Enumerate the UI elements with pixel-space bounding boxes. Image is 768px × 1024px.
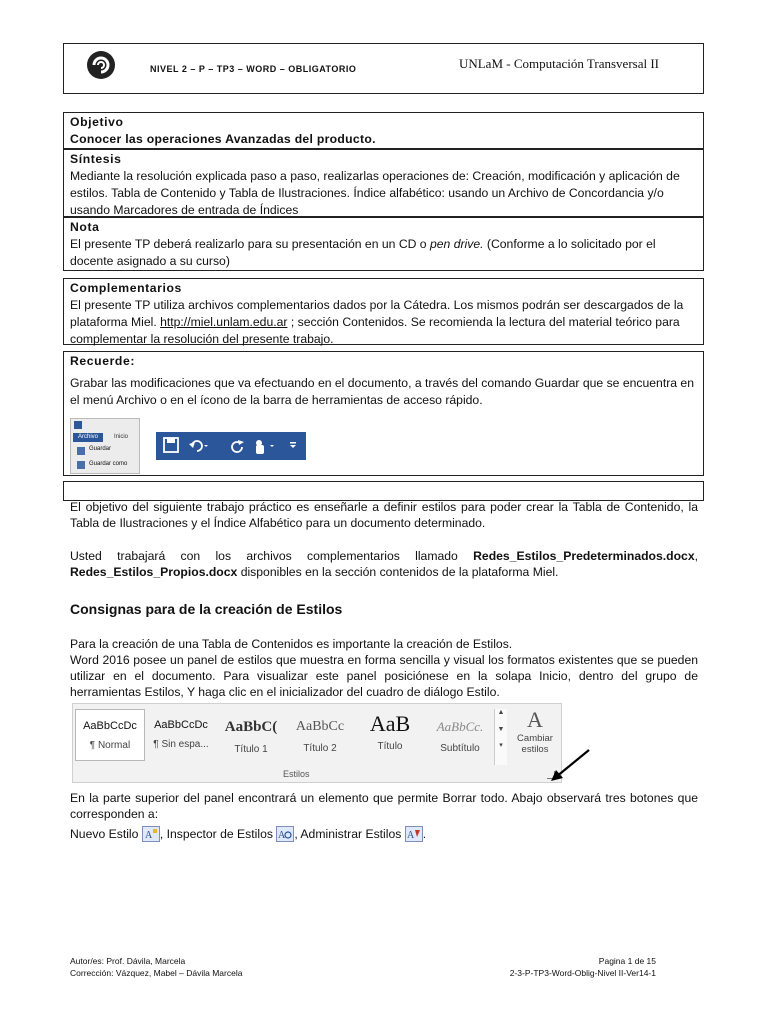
inspector-label: , Inspector de Estilos — [159, 827, 277, 841]
scroll-down-icon[interactable]: ▼ — [497, 726, 505, 733]
style-sample: AaBbCcDc — [83, 720, 137, 732]
inicio-tab[interactable]: Inicio — [113, 434, 128, 440]
paragraph-toc: Para la creación de una Tabla de Contenidos es importante la creación de Estilos. — [70, 637, 513, 651]
footer-code: 2-3-P-TP3-Word-Oblig-Nivel II-Ver14-1 — [509, 968, 656, 978]
style-sample: AaB — [369, 711, 411, 736]
new-style-label: Nuevo Estilo — [70, 827, 142, 841]
paragraph-buttons: En la parte superior del panel encontrará un elemento que permite Borrar todo. Abajo observará tres botones que corresponden a: — [70, 791, 698, 821]
change-styles-icon: A — [527, 707, 543, 732]
p2-sep: , — [694, 549, 698, 563]
complementarios-text — [70, 297, 697, 348]
complementarios-text-a: El presente TP utiliza archivos complementarios dados por la Cátedra. Los mismos podrán ser descargados de la plataforma Miel. — [70, 298, 684, 329]
scroll-up-icon[interactable]: ▲ — [497, 709, 505, 716]
nota-title: Nota — [70, 220, 100, 234]
nota-text-b: (Conforme a lo solicitado por el docente asignado a su curso) — [70, 237, 656, 268]
guardar-como-item[interactable]: Guardar como — [89, 461, 128, 467]
complementarios-text-b: ; sección Contenidos. Se recomienda la lectura del material teórico para complementar la resolución del presente trabajo. — [70, 315, 680, 346]
style-titulo1[interactable] — [216, 709, 286, 761]
customize-toolbar-icon[interactable] — [290, 442, 296, 448]
footer-page: Pagina 1 de 15 — [598, 956, 656, 966]
svg-text:A: A — [406, 830, 414, 841]
word-icon — [74, 421, 82, 429]
file-propios: Redes_Estilos_Propios.docx — [70, 565, 238, 579]
style-sample: AaBbC( — [224, 719, 278, 735]
svg-text:A: A — [144, 830, 153, 841]
styles-ribbon — [72, 703, 562, 783]
footer-right — [510, 955, 656, 979]
style-name: ¶ Normal — [89, 740, 131, 751]
paragraph-panel: Word 2016 posee un panel de estilos que muestra en forma sencilla y visual los formatos existentes que se pueden utilizar en el documento. Para visualizar este panel posiciónese en la solapa Inicio, dentro del grupo de herramientas Estilos, Y haga clic en el inicializador del cuadro de diálogo Estilo. — [70, 653, 698, 699]
recuerde-text: Grabar las modificaciones que va efectuando en el documento, a través del comando Guardar que se encuentra en el menú Archivo o en el ícono de la barra de herramientas de acceso rápido. — [70, 376, 694, 407]
manage-styles-label: , Administrar Estilos — [294, 827, 405, 841]
save-item-icon — [77, 447, 85, 455]
nota-text — [70, 236, 697, 270]
sintesis-box — [63, 149, 704, 217]
p2-text-a: Usted trabajará con los archivos complementarios llamado — [70, 549, 474, 563]
footer-authors: Autor/es: Prof. Dávila, Marcela — [70, 956, 186, 966]
save-icon[interactable] — [164, 438, 178, 452]
style-name: ¶ Sin espa... — [153, 739, 209, 750]
style-name: Subtítulo — [440, 743, 480, 754]
undo-icon[interactable] — [189, 441, 208, 451]
nota-italic: pen drive. — [429, 237, 484, 251]
style-subtitulo[interactable] — [425, 709, 495, 761]
archivo-menu-screenshot — [70, 418, 140, 474]
arrow-pointer-icon — [548, 748, 592, 789]
style-normal[interactable] — [75, 709, 145, 761]
save-as-item-icon — [77, 461, 85, 469]
recuerde-title: Recuerde: — [70, 354, 136, 368]
style-name: Título 2 — [303, 743, 337, 754]
styles-group-label: Estilos — [283, 769, 310, 779]
style-sample: AaBbCc. — [436, 719, 484, 734]
footer-correction: Corrección: Vázquez, Mabel – Dávila Marcela — [70, 968, 243, 978]
unlam-logo-icon — [86, 50, 116, 80]
archivo-tab[interactable]: Archivo — [73, 433, 103, 442]
paragraph-files — [70, 548, 698, 580]
sintesis-title: Síntesis — [70, 152, 122, 166]
miel-link[interactable]: http://miel.unlam.edu.ar — [160, 315, 288, 329]
objetivo-text: Conocer las operaciones Avanzadas del producto. — [70, 132, 376, 146]
nota-box — [63, 217, 704, 271]
p2-text-b: disponibles en la sección contenidos de la plataforma Miel. — [237, 565, 559, 579]
brand-label: UNLaM - Computación Transversal II — [458, 56, 659, 71]
quick-access-toolbar — [156, 432, 306, 460]
redo-icon[interactable] — [232, 440, 244, 452]
style-titulo[interactable] — [355, 709, 425, 761]
svg-text:A: A — [278, 830, 286, 841]
document-title: NIVEL 2 – P – TP3 – WORD – OBLIGATORIO — [150, 64, 357, 74]
page-header — [63, 43, 704, 94]
file-predeterminados: Redes_Estilos_Predeterminados.docx — [473, 549, 695, 563]
nota-text-a: El presente TP deberá realizarlo para su presentación en un CD o — [70, 237, 430, 251]
paragraph-objective: El objetivo del siguiente trabajo práctico es enseñarle a definir estilos para poder crear la Tabla de Contenido, la Tabla de Ilustraciones y el Índice Alfabético para un documento determinado. — [70, 500, 698, 530]
style-titulo2[interactable] — [285, 709, 355, 761]
sintesis-text: Mediante la resolución explicada paso a paso, realizarlas operaciones de: Creación, modificación y aplicación de estilos. Tabla de Contenido y Tabla de Ilustraciones. Índice alfabético: usando un Archivo de Concordancia y/o usando Marcadores de entrada de Índices — [70, 169, 680, 217]
styles-scrollbar[interactable] — [494, 709, 507, 765]
objetivo-box — [63, 112, 704, 149]
new-style-icon[interactable] — [142, 826, 160, 842]
style-name: Título — [377, 741, 403, 752]
style-inspector-icon[interactable] — [276, 826, 294, 842]
objetivo-title: Objetivo — [70, 115, 124, 129]
manage-styles-icon[interactable] — [405, 826, 423, 842]
style-name: Título 1 — [234, 744, 268, 755]
more-styles-icon[interactable]: ▾ — [499, 742, 503, 749]
style-sample: AaBbCc — [295, 719, 345, 734]
complementarios-box — [63, 278, 704, 345]
complementarios-title: Complementarios — [70, 281, 182, 295]
guardar-item[interactable]: Guardar — [89, 446, 112, 452]
paragraph-buttons-list — [70, 826, 698, 842]
touch-mode-icon[interactable] — [256, 440, 274, 454]
style-sin-espaciado[interactable] — [146, 709, 216, 761]
change-styles-label: Cambiar estilos — [517, 733, 553, 755]
style-sample: AaBbCcDc — [154, 719, 208, 731]
section-heading: Consignas para de la creación de Estilos — [70, 601, 343, 617]
footer-left — [70, 955, 242, 979]
empty-box — [63, 481, 704, 501]
final-period: . — [422, 827, 427, 841]
